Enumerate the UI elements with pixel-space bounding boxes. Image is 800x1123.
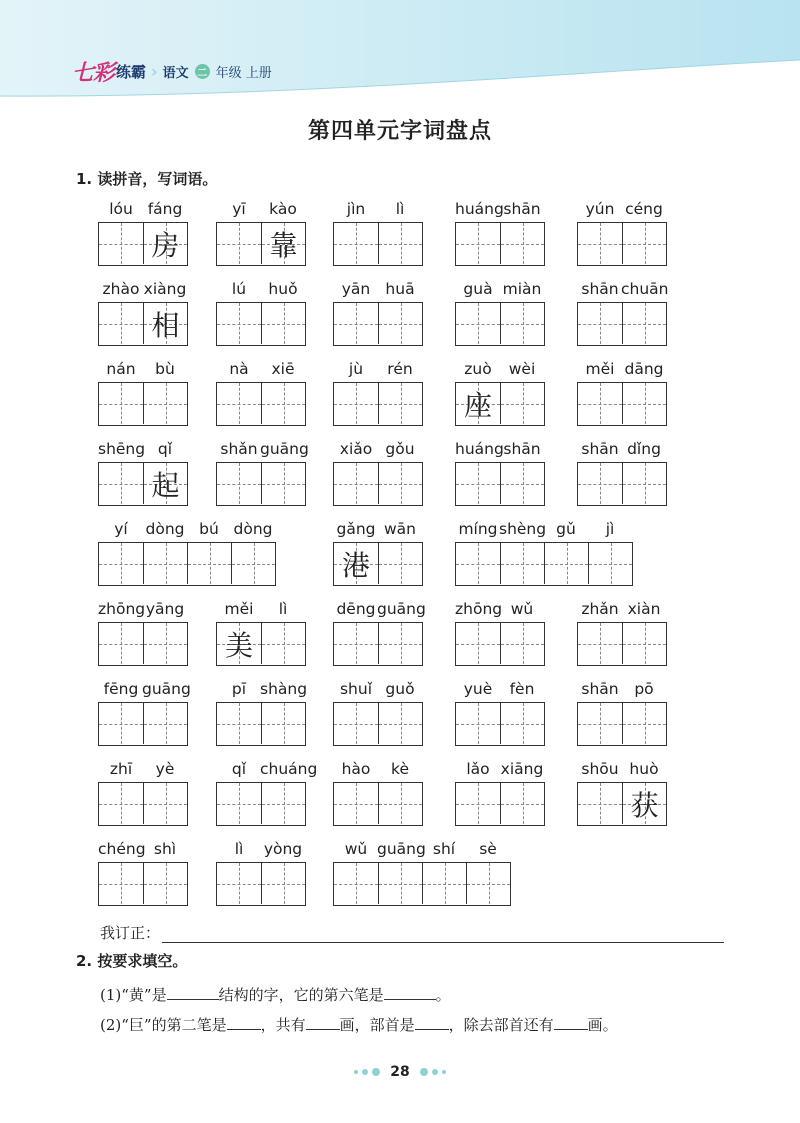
character-box[interactable]	[466, 863, 510, 904]
pinyin-syllable: míng	[458, 520, 498, 538]
pinyin-syllable: xiàn	[627, 600, 661, 618]
character-boxes	[98, 782, 188, 826]
pinyin-syllable: shōu	[581, 760, 619, 778]
pinyin-syllable: shān	[581, 680, 619, 698]
pinyin-syllable: guà	[463, 280, 493, 298]
pinyin-syllable: shèng	[499, 520, 547, 538]
pinyin-syllable: xiǎo	[339, 440, 373, 458]
pinyin-syllable: fáng	[147, 200, 183, 218]
character-box[interactable]	[456, 303, 500, 344]
character-box[interactable]	[378, 223, 422, 264]
correction-line[interactable]	[162, 926, 724, 943]
pinyin-syllable: lóu	[109, 200, 133, 218]
character-box[interactable]	[143, 623, 187, 664]
pinyin-syllable: hào	[341, 760, 371, 778]
character-boxes	[98, 862, 188, 906]
pinyin-syllable: bù	[155, 360, 175, 378]
page-number: 28	[390, 1064, 410, 1080]
pinyin-syllable: miàn	[502, 280, 542, 298]
brand-logo: 七彩	[72, 59, 115, 86]
character-box[interactable]	[334, 303, 378, 344]
pinyin-syllable: shēng	[98, 440, 146, 458]
character-boxes	[333, 382, 423, 426]
pinyin-syllable: céng	[625, 200, 663, 218]
given-character: 相	[151, 308, 180, 342]
question-2	[100, 1014, 618, 1035]
pinyin-syllable: guāng	[377, 840, 426, 858]
character-box[interactable]	[578, 703, 622, 744]
character-box[interactable]	[217, 463, 261, 504]
character-box[interactable]	[334, 623, 378, 664]
page-footer	[0, 1064, 800, 1080]
character-box[interactable]	[99, 863, 143, 904]
q2-text-c: 画，部首是	[339, 1016, 415, 1034]
pinyin-syllable: dǐng	[627, 440, 661, 458]
pinyin-syllable: zuò	[464, 360, 492, 378]
q1-text-b: 结构的字，它的第六笔是	[218, 986, 384, 1004]
character-box[interactable]	[622, 223, 666, 264]
q2-blank-remaining[interactable]	[554, 1015, 588, 1030]
pinyin-syllable: jìn	[346, 200, 366, 218]
character-boxes	[216, 222, 306, 266]
pinyin-syllable: gǔ	[556, 520, 576, 538]
character-box[interactable]	[456, 623, 500, 664]
pinyin-syllable: nán	[106, 360, 136, 378]
character-boxes	[333, 222, 423, 266]
pinyin-syllable: pī	[231, 680, 247, 698]
character-boxes	[98, 382, 188, 426]
character-box[interactable]	[500, 623, 544, 664]
correction-row	[100, 922, 724, 943]
character-boxes	[98, 542, 276, 586]
character-box[interactable]	[378, 543, 422, 584]
character-box[interactable]	[378, 783, 422, 824]
question-1	[100, 984, 451, 1005]
character-box[interactable]	[261, 463, 305, 504]
character-box[interactable]	[500, 783, 544, 824]
character-box[interactable]	[578, 623, 622, 664]
character-box[interactable]	[578, 303, 622, 344]
q1-blank-stroke[interactable]	[384, 985, 436, 1000]
pinyin-syllable: shí	[432, 840, 456, 858]
brand-header	[72, 56, 272, 86]
pinyin-syllable: lǎo	[466, 760, 490, 778]
character-box[interactable]	[500, 703, 544, 744]
pinyin-syllable: lì	[278, 600, 288, 618]
dot-icon	[372, 1068, 380, 1076]
character-box[interactable]	[261, 223, 305, 264]
given-character: 靠	[269, 228, 298, 262]
pinyin-syllable: shǎn	[220, 440, 258, 458]
character-boxes	[216, 782, 306, 826]
character-box[interactable]	[99, 383, 143, 424]
q2-text-e: 画。	[587, 1016, 618, 1034]
pinyin-syllable: qǐ	[157, 440, 173, 458]
pinyin-syllable: guāng	[260, 440, 309, 458]
character-box[interactable]	[99, 223, 143, 264]
character-boxes	[216, 862, 306, 906]
character-box[interactable]	[378, 463, 422, 504]
character-box[interactable]	[500, 543, 544, 584]
character-boxes	[577, 302, 667, 346]
character-boxes	[98, 462, 188, 506]
character-box[interactable]	[378, 383, 422, 424]
character-boxes	[333, 782, 423, 826]
character-boxes	[333, 862, 511, 906]
character-box[interactable]	[622, 463, 666, 504]
character-boxes	[577, 462, 667, 506]
pinyin-syllable: huò	[629, 760, 659, 778]
character-boxes	[216, 702, 306, 746]
pinyin-syllable: huáng	[455, 200, 504, 218]
pinyin-syllable: wǔ	[510, 600, 534, 618]
pinyin-syllable: fēng	[103, 680, 139, 698]
character-box[interactable]	[99, 623, 143, 664]
q2-text-d: ，除去部首还有	[448, 1016, 554, 1034]
pinyin-syllable: jì	[605, 520, 615, 538]
character-boxes	[98, 302, 188, 346]
pinyin-syllable: měi	[585, 360, 615, 378]
character-box[interactable]	[143, 463, 187, 504]
character-boxes	[455, 702, 545, 746]
pinyin-syllable: yān	[341, 280, 371, 298]
subject-label: 语文	[162, 65, 189, 81]
character-box[interactable]	[231, 543, 275, 584]
character-boxes	[333, 542, 423, 586]
pinyin-syllable: zhōng	[98, 600, 146, 618]
grade-label: 年级 上册	[215, 65, 272, 81]
pinyin-syllable: chéng	[98, 840, 146, 858]
character-boxes	[216, 382, 306, 426]
pinyin-syllable: chuān	[621, 280, 669, 298]
pinyin-syllable: shān	[581, 280, 619, 298]
character-box[interactable]	[143, 223, 187, 264]
given-character: 房	[151, 228, 180, 262]
character-boxes	[455, 622, 545, 666]
pinyin-syllable: chuáng	[260, 760, 318, 778]
character-boxes	[98, 622, 188, 666]
character-box[interactable]	[588, 543, 632, 584]
character-boxes	[577, 382, 667, 426]
character-box[interactable]	[456, 383, 500, 424]
character-box[interactable]	[334, 463, 378, 504]
character-box[interactable]	[334, 223, 378, 264]
character-box[interactable]	[143, 783, 187, 824]
character-box[interactable]	[217, 383, 261, 424]
section-1-heading: 1. 读拼音，写词语。	[76, 170, 218, 188]
character-box[interactable]	[334, 703, 378, 744]
character-boxes	[216, 622, 306, 666]
character-boxes	[455, 302, 545, 346]
pinyin-syllable: shuǐ	[339, 680, 373, 698]
character-box[interactable]	[334, 783, 378, 824]
character-boxes	[577, 622, 667, 666]
character-box[interactable]	[143, 703, 187, 744]
character-box[interactable]	[422, 863, 466, 904]
pinyin-syllable: kào	[269, 200, 297, 218]
character-box[interactable]	[99, 303, 143, 344]
pinyin-syllable: huáng	[455, 440, 504, 458]
pinyin-syllable: qǐ	[231, 760, 247, 778]
pinyin-syllable: yún	[585, 200, 615, 218]
pinyin-syllable: zhī	[109, 760, 133, 778]
character-boxes	[333, 622, 423, 666]
pinyin-syllable: kè	[391, 760, 409, 778]
section-2-heading: 2. 按要求填空。	[76, 952, 188, 970]
character-box[interactable]	[99, 543, 143, 584]
pinyin-syllable: guǒ	[385, 680, 415, 698]
given-character: 港	[341, 548, 370, 582]
character-box[interactable]	[578, 783, 622, 824]
given-character: 座	[463, 388, 492, 422]
pinyin-syllable: zhǎn	[581, 600, 619, 618]
pinyin-syllable: zhào	[102, 280, 140, 298]
character-boxes	[333, 462, 423, 506]
pinyin-syllable: yuè	[463, 680, 493, 698]
pinyin-syllable: jù	[348, 360, 364, 378]
pinyin-syllable: dòng	[145, 520, 185, 538]
pinyin-syllable: guāng	[377, 600, 426, 618]
pinyin-syllable: lì	[234, 840, 244, 858]
character-boxes	[455, 222, 545, 266]
correction-label: 我订正：	[100, 924, 161, 942]
character-boxes	[98, 702, 188, 746]
given-character: 获	[630, 788, 659, 822]
character-box[interactable]	[334, 863, 378, 904]
pinyin-syllable: yí	[114, 520, 128, 538]
character-boxes	[98, 222, 188, 266]
pinyin-syllable: xiē	[271, 360, 295, 378]
pinyin-syllable: lú	[231, 280, 247, 298]
pinyin-syllable: guāng	[142, 680, 191, 698]
character-box[interactable]	[217, 223, 261, 264]
character-box[interactable]	[456, 543, 500, 584]
pinyin-syllable: fèn	[509, 680, 535, 698]
character-box[interactable]	[143, 303, 187, 344]
pinyin-syllable: dòng	[233, 520, 273, 538]
given-character: 起	[151, 468, 180, 502]
pinyin-syllable: yāng	[145, 600, 185, 618]
character-boxes	[455, 462, 545, 506]
character-box[interactable]	[143, 863, 187, 904]
character-box[interactable]	[500, 383, 544, 424]
character-boxes	[455, 782, 545, 826]
character-boxes	[216, 462, 306, 506]
brand-name: 练霸	[116, 62, 147, 81]
character-box[interactable]	[622, 303, 666, 344]
character-boxes	[333, 302, 423, 346]
dot-icon	[432, 1069, 438, 1075]
grade-badge: 二	[195, 64, 210, 79]
character-box[interactable]	[261, 623, 305, 664]
pinyin-syllable: yè	[155, 760, 175, 778]
character-box[interactable]	[622, 383, 666, 424]
pinyin-syllable: shān	[503, 440, 541, 458]
character-box[interactable]	[217, 863, 261, 904]
q1-text-a: (1)“黄”是	[100, 986, 167, 1004]
pinyin-syllable: rén	[387, 360, 413, 378]
character-boxes	[216, 302, 306, 346]
pinyin-syllable: shàng	[260, 680, 308, 698]
character-box[interactable]	[378, 703, 422, 744]
character-box[interactable]	[500, 303, 544, 344]
pinyin-syllable: xiàng	[143, 280, 187, 298]
character-box[interactable]	[622, 623, 666, 664]
character-box[interactable]	[622, 703, 666, 744]
pinyin-syllable: měi	[224, 600, 254, 618]
character-box[interactable]	[261, 783, 305, 824]
page-title: 第四单元字词盘点	[307, 118, 492, 144]
character-boxes	[333, 702, 423, 746]
pinyin-syllable: shān	[503, 200, 541, 218]
character-box[interactable]	[456, 783, 500, 824]
character-box[interactable]	[334, 543, 378, 584]
character-box[interactable]	[143, 543, 187, 584]
character-box[interactable]	[99, 783, 143, 824]
pinyin-syllable: gǎng	[336, 520, 376, 538]
pinyin-syllable: dēng	[336, 600, 376, 618]
character-box[interactable]	[622, 783, 666, 824]
pinyin-syllable: yī	[232, 200, 246, 218]
character-box[interactable]	[261, 703, 305, 744]
character-box[interactable]	[217, 703, 261, 744]
pinyin-syllable: wèi	[508, 360, 536, 378]
character-box[interactable]	[578, 383, 622, 424]
character-box[interactable]	[378, 303, 422, 344]
q2-blank-stroke[interactable]	[227, 1015, 261, 1030]
pinyin-syllable: wān	[384, 520, 416, 538]
pinyin-syllable: dāng	[624, 360, 664, 378]
pinyin-syllable: shì	[153, 840, 177, 858]
character-box[interactable]	[334, 383, 378, 424]
dot-icon	[442, 1070, 446, 1074]
character-box[interactable]	[143, 383, 187, 424]
character-box[interactable]	[378, 863, 422, 904]
chevron-right-icon: ›	[151, 61, 158, 81]
character-box[interactable]	[500, 223, 544, 264]
pinyin-syllable: lì	[395, 200, 405, 218]
dot-icon	[362, 1069, 368, 1075]
pinyin-syllable: gǒu	[385, 440, 415, 458]
q2-text-b: ，共有	[260, 1016, 306, 1034]
pinyin-syllable: bú	[199, 520, 219, 538]
character-box[interactable]	[99, 703, 143, 744]
pinyin-syllable: wǔ	[344, 840, 368, 858]
pinyin-syllable: nà	[229, 360, 249, 378]
given-character: 美	[224, 628, 253, 662]
pinyin-syllable: yòng	[263, 840, 303, 858]
character-box[interactable]	[456, 703, 500, 744]
character-box[interactable]	[217, 783, 261, 824]
q2-blank-radical[interactable]	[415, 1015, 449, 1030]
character-boxes	[577, 222, 667, 266]
pinyin-syllable: zhōng	[455, 600, 503, 618]
character-box[interactable]	[544, 543, 588, 584]
character-box[interactable]	[578, 463, 622, 504]
pinyin-syllable: huǒ	[268, 280, 298, 298]
q2-text-a: (2)“巨”的第二笔是	[100, 1016, 227, 1034]
character-box[interactable]	[99, 463, 143, 504]
pinyin-syllable: sè	[479, 840, 497, 858]
character-box[interactable]	[261, 303, 305, 344]
character-box[interactable]	[500, 463, 544, 504]
character-boxes	[455, 542, 633, 586]
character-boxes	[455, 382, 545, 426]
dot-icon	[354, 1070, 358, 1074]
character-boxes	[577, 702, 667, 746]
q1-blank-structure[interactable]	[167, 985, 219, 1000]
character-box[interactable]	[217, 623, 261, 664]
dot-icon	[420, 1068, 428, 1076]
pinyin-syllable: xiāng	[500, 760, 544, 778]
pinyin-syllable: shān	[581, 440, 619, 458]
character-box[interactable]	[261, 863, 305, 904]
pinyin-syllable: pō	[634, 680, 654, 698]
character-box[interactable]	[378, 623, 422, 664]
character-box[interactable]	[578, 223, 622, 264]
character-box[interactable]	[217, 303, 261, 344]
character-box[interactable]	[261, 383, 305, 424]
character-box[interactable]	[456, 223, 500, 264]
character-box[interactable]	[456, 463, 500, 504]
character-boxes	[577, 782, 667, 826]
pinyin-syllable: huā	[385, 280, 415, 298]
q2-blank-count[interactable]	[306, 1015, 340, 1030]
character-box[interactable]	[187, 543, 231, 584]
q1-text-c: 。	[435, 986, 451, 1004]
